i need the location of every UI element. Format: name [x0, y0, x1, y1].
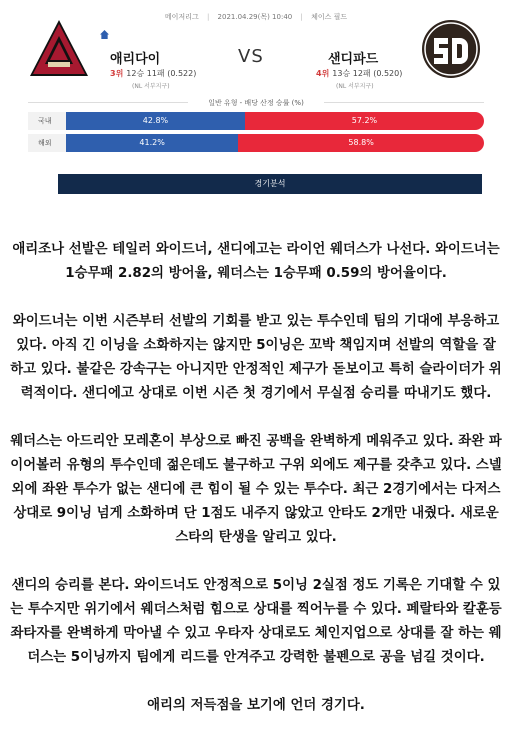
- article-paragraph: 애리의 저득점을 보기에 언더 경기다.: [147, 698, 365, 713]
- match-card: [14, 4, 498, 190]
- diamondbacks-logo: [28, 18, 90, 80]
- away-team-name: 샌디파드: [328, 52, 379, 67]
- home-team-record: 3위 12승 11패 (0.522): [110, 69, 197, 78]
- league-label: 메이저리그: [164, 13, 199, 21]
- venue-label: 체이스 필드: [311, 13, 348, 21]
- match-analysis-button[interactable]: 경기분석: [58, 174, 482, 194]
- home-team-name: 애리다이: [110, 52, 161, 67]
- away-odds-segment: 58.8%: [238, 134, 484, 152]
- away-team-record: 4위 13승 12패 (0.520): [316, 69, 403, 78]
- home-odds-segment: 42.8%: [66, 112, 245, 130]
- away-odds-segment: 57.2%: [245, 112, 484, 130]
- away-team-division: (NL 서부지구): [336, 83, 374, 90]
- odds-row-label: 해외: [28, 134, 66, 152]
- odds-row-label: 국내: [28, 112, 66, 130]
- odds-row-domestic: [28, 112, 484, 130]
- odds-bar: [66, 112, 484, 130]
- article-paragraph: 애리조나 선발은 테일러 와이드너, 샌디에고는 라이언 웨더스가 나선다. 와이드너는 1승무패 2.82의 방어율, 웨더스는 1승무패 0.59의 방어율이다.: [12, 242, 500, 281]
- home-team-rank: 3위: [110, 69, 124, 78]
- article-paragraph: 샌디의 승리를 본다. 와이드너도 안정적으로 5이닝 2실점 정도 기록은 기대할 수 있는 투수지만 위기에서 웨더스처럼 힘으로 상대를 찍어누를 수 있다. 페랄타와 칼훈등 좌타자를 완벽하게 막아낼 수 있고 우타자 상대로도 체인지업으로 상대를 잘 하는 웨더스는 5이닝까지 팀에게 리드를 안겨주고 강력한 불펜으로 공을 넘길 것이다.: [10, 578, 502, 665]
- home-odds-segment: 41.2%: [66, 134, 238, 152]
- odds-bar: [66, 134, 484, 152]
- odds-title: 일반 유형 - 배당 산정 승률 (%): [208, 99, 304, 107]
- vs-label: VS: [238, 46, 264, 67]
- padres-logo: [420, 18, 482, 80]
- away-team-rank: 4위: [316, 69, 330, 78]
- match-info: 메이저리그 | 2021.04.29(목) 10:40 | 체이스 필드: [164, 13, 348, 21]
- home-icon: [100, 30, 109, 39]
- divider: [324, 102, 484, 103]
- odds-row-overseas: [28, 134, 484, 152]
- match-datetime: 2021.04.29(목) 10:40: [217, 13, 293, 21]
- home-team-division: (NL 서부지구): [132, 83, 170, 90]
- article-paragraph: 와이드너는 이번 시즌부터 선발의 기회를 받고 있는 투수인데 팀의 기대에 부응하고 있다. 아직 긴 이닝을 소화하지는 않지만 5이닝은 꼬박 책임지며 선발의 역할을 잘하고 있다. 불같은 강속구는 아니지만 안정적인 제구가 돋보이고 특히 슬라이더가 위력적이다. 샌디에고 상대로 이번 시즌 첫 경기에서 무실점 승리를 따내기도 했다.: [10, 314, 502, 401]
- article-body: [10, 238, 502, 742]
- article-paragraph: 웨더스는 아드리안 모레혼이 부상으로 빠진 공백을 완벽하게 메워주고 있다. 좌완 파이어볼러 유형의 투수인데 젊은데도 불구하고 구위 외에도 제구를 갖추고 있다. 스넬 외에 좌완 투수가 없는 샌디에 큰 힘이 될 수 있는 투수다. 최근 2경기에서는 다저스 상대로 9이닝 넘게 소화하며 단 1점도 내주지 않았고 안타도 2개만 내줬다. 새로운 스타의 탄생을 알리고 있다.: [10, 434, 502, 545]
